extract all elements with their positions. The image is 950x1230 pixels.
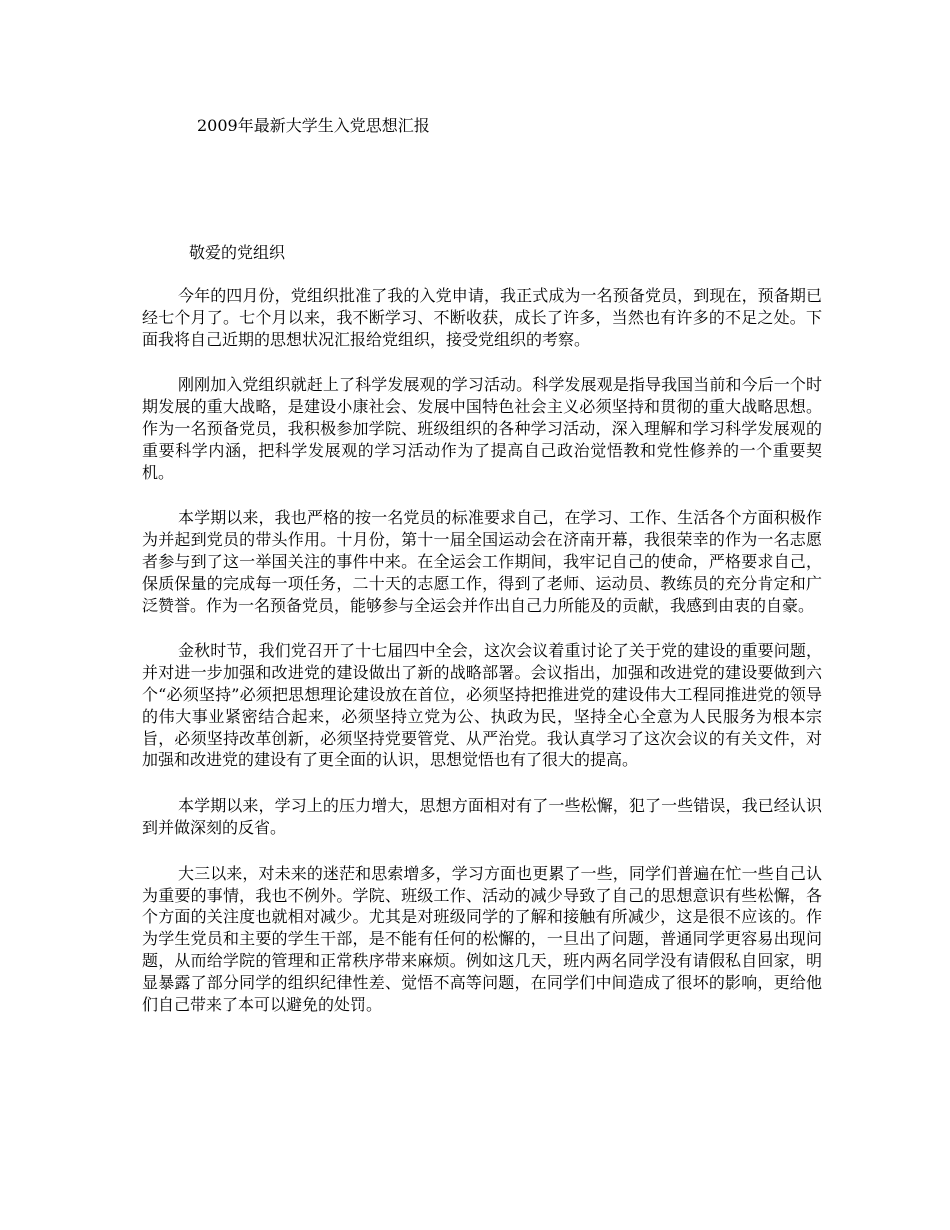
document-body bbox=[142, 285, 822, 1039]
paragraph: 大三以来，对未来的迷茫和思索增多，学习方面也更累了一些，同学们普遍在忙一些自己认为重要的事情，我也不例外。学院、班级工作、活动的减少导致了自己的思想意识有些松懈，各个方面的关注度也就相对减少。尤其是对班级同学的了解和接触有所减少，这是很不应该的。作为学生党员和主要的学生干部，是不能有任何的松懈的，一旦出了问题，普通同学更容易出现问题，从而给学院的管理和正常秩序带来麻烦。例如这几天，班内两名同学没有请假私自回家，明显暴露了部分同学的组织纪律性差、觉悟不高等问题，在同学们中间造成了很坏的影响，更给他们自己带来了本可以避免的处罚。 bbox=[142, 863, 822, 1014]
document-title: 2009年最新大学生入党思想汇报 bbox=[197, 116, 430, 135]
paragraph: 今年的四月份，党组织批准了我的入党申请，我正式成为一名预备党员，到现在，预备期已经七个月了。七个月以来，我不断学习、不断收获，成长了许多，当然也有许多的不足之处。下面我将自己近期的思想状况汇报给党组织，接受党组织的考察。 bbox=[142, 286, 822, 349]
paragraph: 金秋时节，我们党召开了十七届四中全会，这次会议着重讨论了关于党的建设的重要问题，并对进一步加强和改进党的建设做出了新的战略部署。会议指出，加强和改进党的建设要做到六个“必须坚持”必须把思想理论建设放在首位，必须坚持把推进党的建设伟大工程同推进党的领导的伟大事业紧密结合起来，必须坚持立党为公、执政为民，坚持全心全意为人民服务为根本宗旨，必须坚持改革创新，必须坚持党要管党、从严治党。我认真学习了这次会议的有关文件，对加强和改进党的建设有了更全面的认识，思想觉悟也有了很大的提高。 bbox=[142, 641, 822, 770]
paragraph: 本学期以来，我也严格的按一名党员的标准要求自己，在学习、工作、生活各个方面积极作为并起到党员的带头作用。十月份，第十一届全国运动会在济南开幕，我很荣幸的作为一名志愿者参与到了这一举国关注的事件中来。在全运会工作期间，我牢记自己的使命，严格要求自己，保质保量的完成每一项任务，二十天的志愿工作，得到了老师、运动员、教练员的充分肯定和广泛赞誉。作为一名预备党员，能够参与全运会并作出自己力所能及的贡献，我感到由衷的自豪。 bbox=[142, 508, 822, 615]
paragraph: 本学期以来，学习上的压力增大，思想方面相对有了一些松懈，犯了一些错误，我已经认识到并做深刻的反省。 bbox=[142, 796, 822, 837]
paragraph: 刚刚加入党组织就赶上了科学发展观的学习活动。科学发展观是指导我国当前和今后一个时期发展的重大战略，是建设小康社会、发展中国特色社会主义必须坚持和贯彻的重大战略思想。作为一名预备党员，我积极参加学院、班级组织的各种学习活动，深入理解和学习科学发展观的重要科学内涵，把科学发展观的学习活动作为了提高自己政治觉悟教和党性修养的一个重要契机。 bbox=[142, 375, 822, 482]
salutation: 敬爱的党组织 bbox=[189, 243, 286, 262]
